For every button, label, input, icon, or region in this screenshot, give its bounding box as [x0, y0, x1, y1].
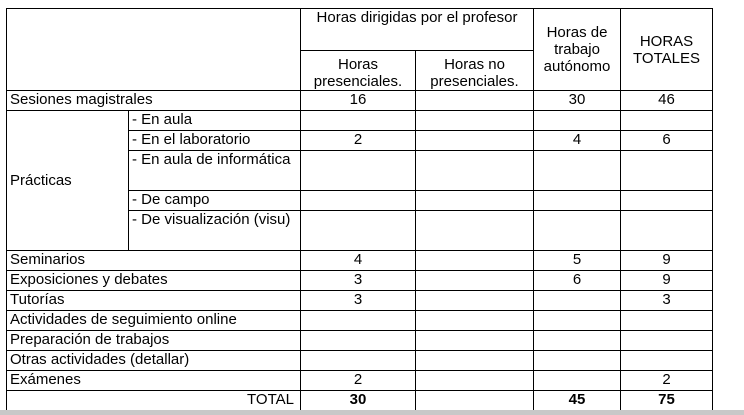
practicas-label: Prácticas: [7, 111, 129, 251]
cell-presenciales: 3: [301, 271, 416, 291]
hours-table: [6, 8, 713, 412]
cell-autonomo: [534, 371, 621, 391]
cell-presenciales: [301, 191, 416, 211]
header-no-presenciales: Horas no presenciales.: [416, 51, 534, 91]
table-row-exposiciones: [7, 271, 713, 291]
row-label: Otras actividades (detallar): [7, 351, 301, 371]
row-label: - De campo: [129, 191, 301, 211]
row-label: - En el laboratorio: [129, 131, 301, 151]
row-label: Preparación de trabajos: [7, 331, 301, 351]
row-label: Tutorías: [7, 291, 301, 311]
header-dirigidas: Horas dirigidas por el profesor: [301, 9, 534, 51]
cell-total: 6: [621, 131, 713, 151]
cell-presenciales: [301, 211, 416, 251]
header-presenciales: Horas presenciales.: [301, 51, 416, 91]
row-label: - En aula: [129, 111, 301, 131]
cell-no-presenciales: [416, 211, 534, 251]
table-row-otras: [7, 351, 713, 371]
table-row-preparacion: [7, 331, 713, 351]
cell-autonomo: [534, 331, 621, 351]
header-empty-cell: [7, 9, 301, 91]
table-row-seminarios: [7, 251, 713, 271]
cell-total: [621, 311, 713, 331]
cell-total: [621, 211, 713, 251]
cell-autonomo: [534, 211, 621, 251]
cell-presenciales: [301, 151, 416, 191]
cell-autonomo: 5: [534, 251, 621, 271]
cell-total: 2: [621, 371, 713, 391]
total-total: 75: [621, 391, 713, 411]
cell-no-presenciales: [416, 291, 534, 311]
cell-autonomo: [534, 111, 621, 131]
cell-no-presenciales: [416, 111, 534, 131]
cell-no-presenciales: [416, 271, 534, 291]
cell-total: [621, 151, 713, 191]
cell-no-presenciales: [416, 91, 534, 111]
table-row-magistrales: [7, 91, 713, 111]
cell-presenciales: [301, 331, 416, 351]
cell-no-presenciales: [416, 251, 534, 271]
table-row-aula: [7, 111, 713, 131]
cell-total: [621, 351, 713, 371]
cell-no-presenciales: [416, 371, 534, 391]
total-presenciales: 30: [301, 391, 416, 411]
cell-autonomo: 30: [534, 91, 621, 111]
cell-presenciales: [301, 111, 416, 131]
row-label: Actividades de seguimiento online: [7, 311, 301, 331]
cell-no-presenciales: [416, 351, 534, 371]
row-label: Exposiciones y debates: [7, 271, 301, 291]
cell-presenciales: 4: [301, 251, 416, 271]
cell-autonomo: [534, 151, 621, 191]
total-autonomo: 45: [534, 391, 621, 411]
header-totales: HORAS TOTALES: [621, 9, 713, 91]
cell-presenciales: 2: [301, 371, 416, 391]
cell-autonomo: 6: [534, 271, 621, 291]
cell-no-presenciales: [416, 131, 534, 151]
cell-presenciales: [301, 311, 416, 331]
header-row-1: [7, 9, 713, 51]
cell-total: 9: [621, 251, 713, 271]
row-label: Sesiones magistrales: [7, 91, 301, 111]
table-row-tutorias: [7, 291, 713, 311]
cell-total: [621, 331, 713, 351]
cell-autonomo: [534, 311, 621, 331]
table-row-examenes: [7, 371, 713, 391]
total-label: TOTAL: [7, 391, 301, 411]
bottom-shading: [0, 410, 744, 415]
cell-no-presenciales: [416, 331, 534, 351]
cell-total: 9: [621, 271, 713, 291]
row-label: Exámenes: [7, 371, 301, 391]
row-label: Seminarios: [7, 251, 301, 271]
cell-autonomo: [534, 291, 621, 311]
row-label: - De visualización (visu): [129, 211, 301, 251]
row-label: - En aula de informática: [129, 151, 301, 191]
cell-total: [621, 191, 713, 211]
cell-total: 46: [621, 91, 713, 111]
cell-autonomo: [534, 191, 621, 211]
cell-presenciales: 2: [301, 131, 416, 151]
cell-no-presenciales: [416, 311, 534, 331]
cell-no-presenciales: [416, 191, 534, 211]
cell-total: [621, 111, 713, 131]
cell-presenciales: 3: [301, 291, 416, 311]
total-no-presenciales: [416, 391, 534, 411]
cell-presenciales: [301, 351, 416, 371]
cell-no-presenciales: [416, 151, 534, 191]
table-row-total: [7, 391, 713, 411]
table-row-seguimiento: [7, 311, 713, 331]
cell-presenciales: 16: [301, 91, 416, 111]
cell-autonomo: [534, 351, 621, 371]
header-autonomo: Horas de trabajo autónomo: [534, 9, 621, 91]
cell-total: 3: [621, 291, 713, 311]
cell-autonomo: 4: [534, 131, 621, 151]
